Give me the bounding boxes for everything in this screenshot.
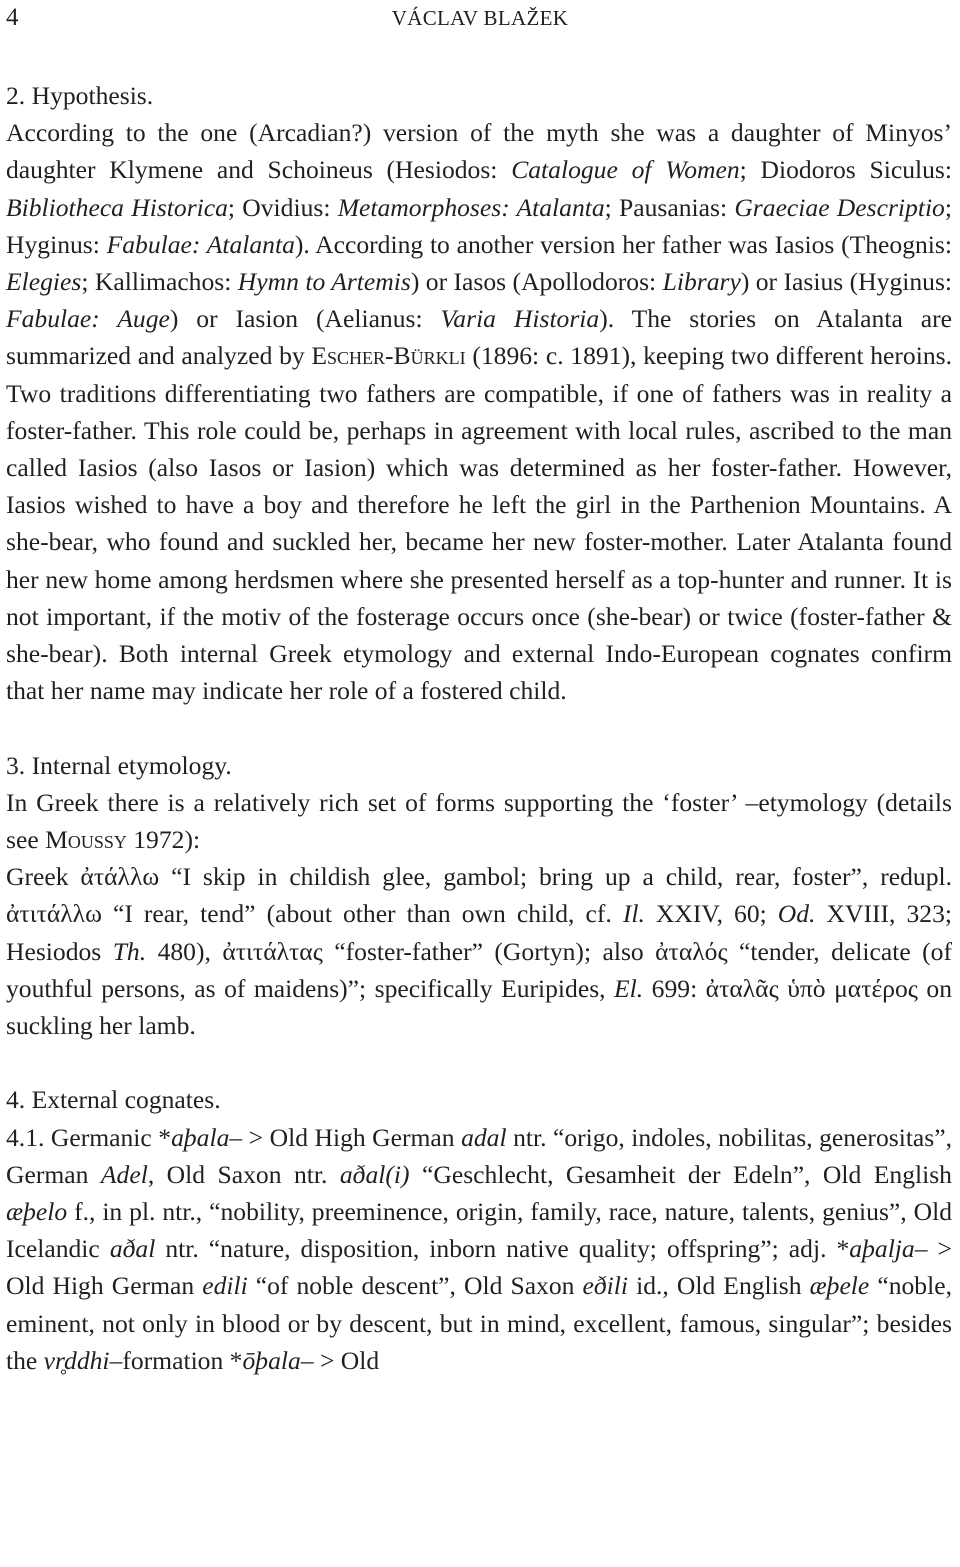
section-3-heading: 3. Internal etymology.: [6, 750, 232, 780]
page-header: [6, 0, 954, 36]
section-4-heading: 4. External cognates.: [6, 1085, 221, 1115]
section-spacer: [6, 709, 952, 746]
section-2-heading: 2. Hypothesis.: [6, 81, 154, 110]
section-4-paragraph: 4.1. Germanic *aþala– > Old High German adal ntr. “origo, indoles, nobilitas, generositas”, German Adel, Old Saxon ntr. aðal(i) “Geschlecht, Gesamheit der Edeln”, Old English æþelo f., in pl. ntr., “nobility, preeminence, origin, family, race, nature, talents, genius”, Old Icelandic aðal ntr. “nature, disposition, inborn native quality; offspring”; adj. *aþalja– > Old High German edili “of noble descent”, Old Saxon eðili id., Old English æþele “noble, eminent, not only in blood or by descent, but in mind, excellent, famous, singular”; besides the vr̥ddhi–formation *ōþala– > Old: [6, 1122, 953, 1375]
page-body: [6, 77, 952, 1379]
section-2-paragraph: According to the one (Arcadian?) version of the myth she was a daughter of Minyos’ daughter Klymene and Schoineus (Hesiodos: Catalogue of Women; Diodoros Siculus: Bibliotheca Historica; Ovidius: Metamorphoses: Atalanta; Pausanias: Graeciae Descriptio; Hyginus: Fabulae: Atalanta). According to another version her father was Iasios (Theognis: Elegies; Kallimachos: Hymn to Artemis) or Iasos (Apollodoros: Library) or Iasius (Hyginus: Fabulae: Auge) or Iasion (Aelianus: Varia Historia). The stories on Atalanta are summarized and analyzed by Escher-Bürkli (1896: c. 1891), keeping two different heroins. Two traditions differentiating two fathers are compatible, if one of fathers was in reality a foster-father. This role could be, perhaps in agreement with local rules, ascribed to the man called Iasios (also Iasos or Iasion) which was determined as her foster-father. However, Iasios wished to have a boy and therefore he left the girl in the Parthenion Mountains. A she-bear, who found and suckled her, became her new foster-mother. Later Atalanta found her new home among herdsmen where she presented herself as a top-hunter and runner. It is not important, if the motiv of the fosterage occurs once (she-bear) or twice (foster-father & she-bear). Both internal Greek etymology and external Indo-European cognates confirm that her name may indicate her role of a fostered child.: [6, 118, 953, 706]
running-head: VÁCLAV BLAŽEK: [391, 6, 569, 30]
section-spacer: [6, 1044, 952, 1081]
page-number: 4: [6, 4, 19, 31]
section-3-paragraph: Greek ἀτάλλω “I skip in childish glee, gambol; bring up a child, rear, foster”, redupl. ἀτιτάλλω “I rear, tend” (about other than own child, cf. Il. XXIV, 60; Od. XVIII, 323; Hesiodos Th. 480), ἀτιτάλτας “foster-father” (Gortyn); also ἀταλός “tender, delicate (of youthful persons, as of maidens)”; specifically Euripides, El. 699: ἀταλᾶς ὑπὸ ματέρος on suckling her lamb.: [6, 862, 953, 1041]
section-3-intro: In Greek there is a relatively rich set of forms supporting the ‘foster’ –etymology (details see Moussy 1972):: [6, 787, 952, 855]
